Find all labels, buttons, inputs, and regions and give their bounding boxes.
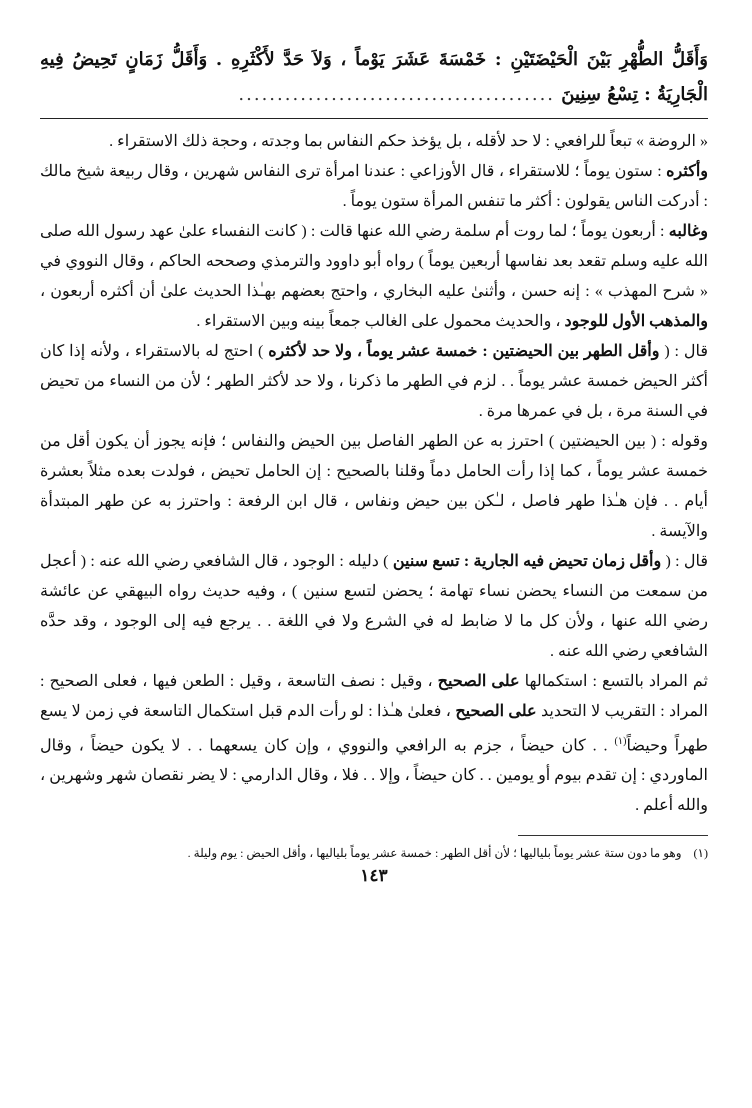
paragraph-text: ) احتج له بالاستقراء ، ولأنه إذا كان أكثر الحيض خمسة عشر يوماً . . لزم في الطهر ما ذكرنا ، ولا حد لأكثر الطهر ؛ لأن من النساء من تحيض في السنة مرة ، بل في عمرها مرة .: [40, 343, 708, 420]
paragraph-text: وقوله : ( بين الحيضتين ) احترز به عن الطهر الفاصل بين الحيض والنفاس ؛ فإنه يجوز أن يكون أقل من خمسة عشر يوماً ، كما إذا رأت الحامل دماً وقلنا بالصحيح : إن الحامل تحيض ، فولدت بعده مثلاً بعشرة أيام . . فإن هـٰذا طهر فاصل ، لـٰكن بين حيض ونفاس ، قال ابن الرفعة : واحترز به عن طهر المبتدأة والآيسة .: [40, 433, 709, 540]
footnote: [40, 842, 708, 864]
paragraph-1: [40, 127, 708, 157]
paragraph-4: [40, 337, 708, 427]
matn-line-1: وَأَقَلُّ الطُّهْرِ بَيْنَ الْحَيْضَتَيْنِ : خَمْسَةَ عَشَرَ يَوْماً ، وَلاَ حَدَّ لأَكْثَرِهِ . وَأَقَلُّ زَمَانٍ تَحِيضُ فِيهِ الْجَارِيَةُ :: [40, 49, 708, 105]
matn-divider: [40, 118, 708, 119]
paragraph-bold: والمذهب الأول للوجود: [564, 313, 708, 330]
paragraph-text: ، والحديث محمول على الغالب جمعاً بينه وبين الاستقراء .: [196, 313, 565, 330]
paragraph-text: ، فعلىٰ هـٰذا : لو رأت الدم قبل استكمال التاسعة في زمن لا يسع طهراً وحيضاً: [40, 703, 708, 755]
footnote-divider: [518, 835, 708, 836]
paragraph-2: [40, 157, 708, 217]
matn-dots: .........................................: [238, 84, 556, 105]
paragraph-text: ، وقيل : نصف التاسعة ، وقيل : الطعن فيها ، فعلى الصحيح : المراد : التقريب لا التحديد: [40, 673, 709, 720]
paragraph-text: ثم المراد بالتسع : استكمالها: [519, 673, 708, 690]
paragraph-text: « الروضة » تبعاً للرافعي : لا حد لأقله ، بل يؤخذ حكم النفاس بما وجدته ، وحجة ذلك الاستقراء .: [109, 133, 708, 150]
paragraph-lead: وأكثره: [666, 163, 708, 180]
paragraph-7: [40, 667, 708, 821]
matn-line-2: تِسْعُ سِنِينَ: [561, 84, 638, 105]
paragraph-bold: على الصحيح: [437, 673, 520, 690]
paragraph-pre: قال : (: [659, 343, 709, 360]
footnote-ref[interactable]: (١): [614, 736, 627, 747]
footnote-text: وهو ما دون ستة عشر يوماً بلياليها ؛ لأن أقل الطهر : خمسة عشر يوماً بلياليها ، وأقل الحيض : يوم وليلة .: [187, 846, 682, 861]
paragraph-3: [40, 217, 708, 337]
footnote-marker: (١): [693, 846, 708, 861]
page-number: ١٤٣: [360, 866, 388, 887]
paragraph-bold: وأقل زمان تحيض فيه الجارية : تسع سنين: [392, 553, 662, 570]
paragraph-bold: وأقل الطهر بين الحيضتين : خمسة عشر يوماً ، ولا حد لأكثره: [268, 343, 660, 360]
page: [40, 42, 708, 886]
paragraph-6: [40, 547, 708, 667]
paragraph-bold: على الصحيح: [455, 703, 537, 720]
paragraph-text: : ستون يوماً ؛ للاستقراء ، قال الأوزاعي : عندنا امرأة ترى النفاس شهرين ، وقال ربيعة شيخ مالك : أدركت الناس يقولون : أكثر ما تنفس المرأة ستون يوماً .: [40, 163, 708, 210]
paragraph-text: ) دليله : الوجود ، قال الشافعي رضي الله عنه : ( أعجل من سمعت من النساء يحضن نساء تهامة ؛ يحضن لتسع سنين ) ، وفيه حديث رواه البيهقي عن عائشة رضي الله عنها ، ولأن كل ما لا ضابط له في الشرع ولا في اللغة . . يرجع فيه إلى الوجود ، وقد حدَّه الشافعي رضي الله عنه .: [40, 553, 708, 660]
matn-text: [40, 42, 708, 112]
paragraph-lead: وغالبه: [668, 223, 708, 240]
paragraph-pre: قال : (: [661, 553, 709, 570]
paragraph-text: : أربعون يوماً ؛ لما روت أم سلمة رضي الله عنها قالت : ( كانت النفساء علىٰ عهد رسول الله صلى الله عليه وسلم تقعد بعد نفاسها أربعين يوماً ) رواه أبو داوود والترمذي وصححه الحاكم ، وقال النووي في « شرح المهذب » : إنه حسن ، وأثنىٰ عليه البخاري ، واحتج بعضهم بهـٰذا الحديث علىٰ أن أكثره أربعون ،: [40, 223, 708, 300]
commentary: [40, 127, 708, 821]
paragraph-5: [40, 427, 708, 547]
paragraph-text: . . كان حيضاً ، جزم به الرافعي والنووي ، وإن كان يسعهما . . لا يكون حيضاً ، وقال الماوردي : إن تقدم بيوم أو يومين . . كان حيضاً ، وإلا . . فلا ، وقال الدارمي : لا يضر نقصان شهر وشهرين ، والله أعلم .: [40, 737, 708, 815]
